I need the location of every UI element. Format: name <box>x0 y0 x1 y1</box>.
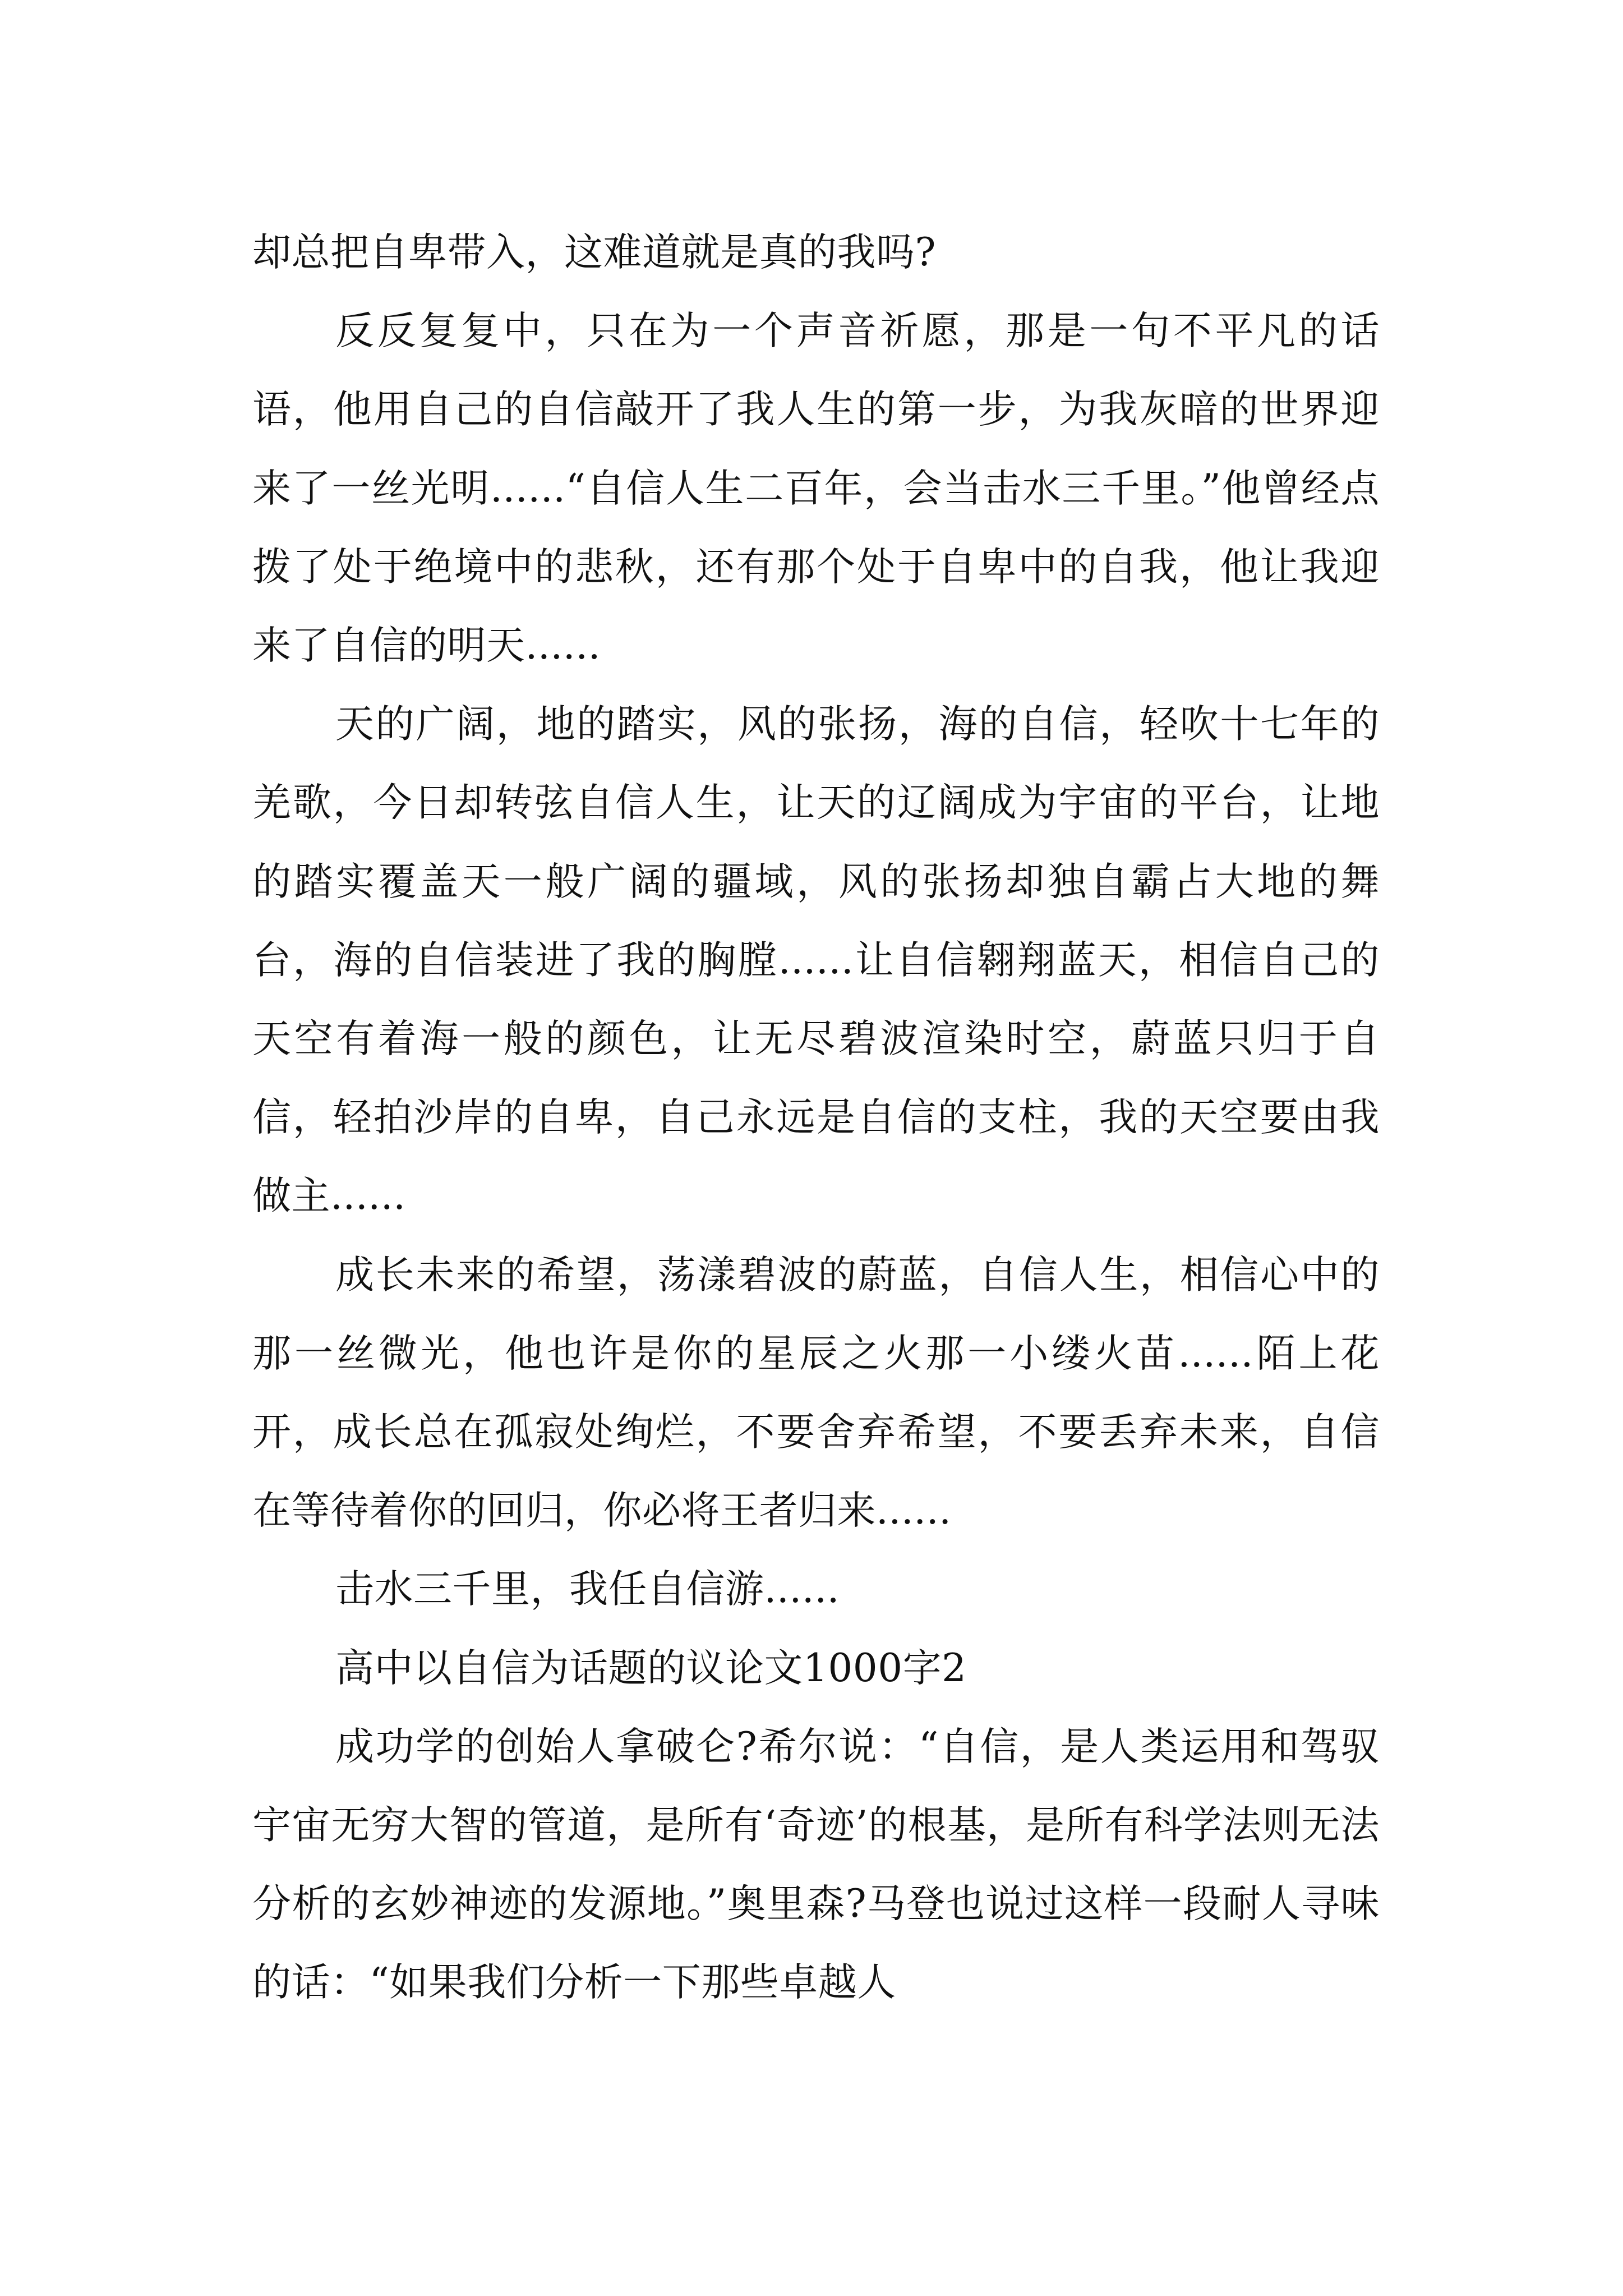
paragraph: 反反复复中，只在为一个声音祈愿，那是一句不平凡的话语，他用自己的自信敲开了我人生的第一步，为我灰暗的世界迎来了一丝光明......“自信人生二百年，会当击水三千里。”他曾经点拨了处于绝境中的悲秋，还有那个处于自卑中的自我，他让我迎来了自信的明天...... <box>252 309 1380 669</box>
paragraph: 天的广阔，地的踏实，风的张扬，海的自信，轻吹十七年的羌歌，今日却转弦自信人生，让天的辽阔成为宇宙的平台，让地的踏实覆盖天一般广阔的疆域，风的张扬却独自霸占大地的舞台，海的自信装进了我的胸膛......让自信翱翔蓝天，相信自己的天空有着海一般的颜色，让无尽碧波渲染时空，蔚蓝只归于自信，轻拍沙岸的自卑，自己永远是自信的支柱，我的天空要由我做主...... <box>252 702 1380 1219</box>
paragraph: 成长未来的希望，荡漾碧波的蔚蓝，自信人生，相信心中的那一丝微光，他也许是你的星辰之火那一小缕火苗......陌上花开，成长总在孤寂处绚烂，不要舍弃希望，不要丢弃未来，自信在等待着你的回归，你必将王者归来...... <box>252 1252 1380 1534</box>
paragraph-continuation: 却总把自卑带入，这难道就是真的我吗? <box>252 230 936 275</box>
paragraph: 击水三千里，我任自信游...... <box>335 1567 840 1612</box>
section-heading: 高中以自信为话题的议论文1000字2 <box>335 1645 967 1691</box>
paragraph: 成功学的创始人拿破仑?希尔说：“自信，是人类运用和驾驭宇宙无穷大智的管道，是所有‘奇迹’的根基，是所有科学法则无法分析的玄妙神迹的发源地。”奥里森?马登也说过这样一段耐人寻味的话：“如果我们分析一下那些卓越人 <box>252 1724 1380 2005</box>
document-body <box>252 213 1380 2022</box>
